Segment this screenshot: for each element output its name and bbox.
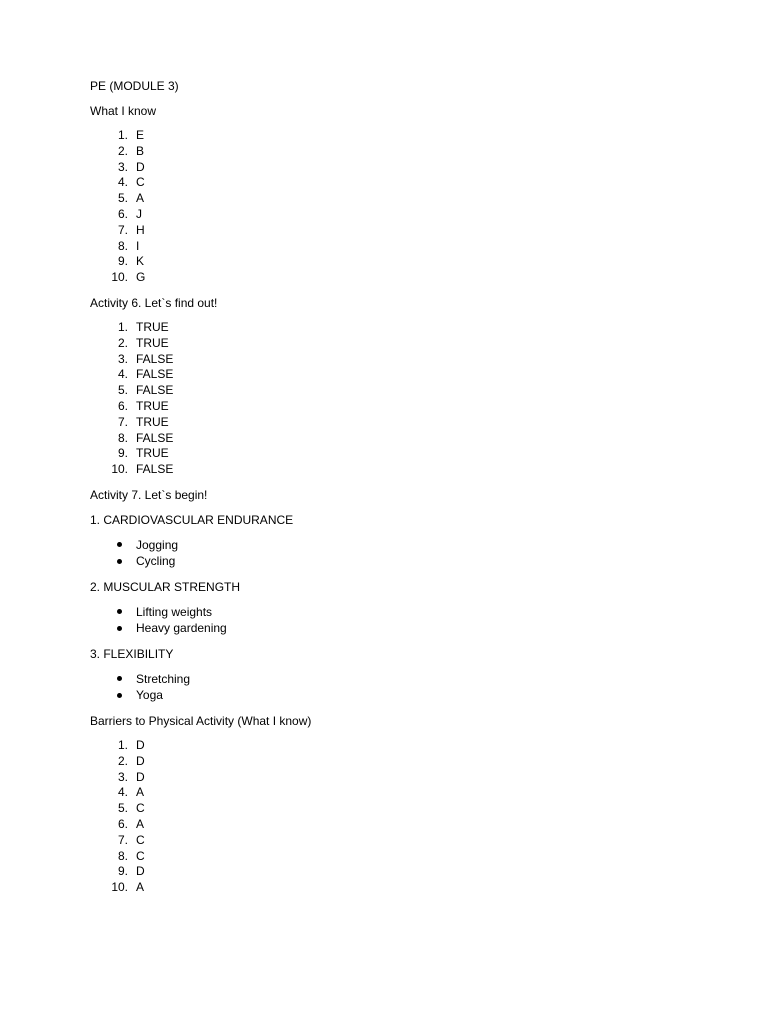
list-item-number: 7. [117, 222, 128, 237]
list-item [90, 537, 710, 554]
list-item-text: FALSE [136, 383, 174, 398]
list-item-text: Cycling [136, 554, 176, 569]
list-item-text: D [136, 769, 145, 784]
list-item-number: 6. [117, 206, 128, 221]
list-item [90, 770, 710, 786]
list-item-text: Jogging [136, 537, 179, 552]
list-item [90, 239, 710, 255]
list-item-number: 6. [117, 816, 128, 831]
document-title: PE (MODULE 3) [90, 79, 179, 93]
list-item-text: Lifting weights [136, 604, 213, 619]
list-item [90, 671, 710, 688]
list-item [90, 191, 710, 207]
list-item [90, 833, 710, 849]
list-item-text: E [136, 128, 145, 142]
list-item-number: 8. [117, 238, 128, 253]
list-item-text: C [136, 848, 145, 863]
list-item-number: 7. [117, 832, 128, 847]
list-item-text: C [136, 175, 145, 190]
list-item [90, 415, 710, 431]
list-item-text: G [136, 270, 146, 285]
list-item-number: 8. [117, 430, 128, 445]
section-heading: Activity 6. Let`s find out! [90, 295, 218, 310]
list-item-number: 5. [117, 383, 128, 398]
list-item [90, 254, 710, 270]
list-item-text: D [136, 737, 145, 752]
sections-container [90, 103, 710, 896]
list-item-number: 2. [117, 143, 128, 158]
bulleted-list [90, 604, 710, 637]
section-heading: 3. FLEXIBILITY [90, 646, 174, 661]
numbered-list [90, 320, 710, 478]
list-item-text: C [136, 832, 145, 847]
section-heading: What I know [90, 104, 157, 118]
list-item-text: TRUE [136, 398, 169, 413]
list-item-text: D [136, 753, 145, 768]
bullet-icon [112, 671, 126, 688]
list-item [90, 367, 710, 383]
list-item [90, 431, 710, 447]
list-item-text: A [136, 880, 145, 895]
bullet-dot-icon [117, 559, 122, 564]
list-item [90, 754, 710, 770]
list-item-text: TRUE [136, 414, 169, 429]
list-item [90, 175, 710, 191]
section-heading: Barriers to Physical Activity (What I know) [90, 713, 312, 728]
list-item-text: I [136, 238, 140, 253]
list-item-number: 5. [117, 801, 128, 816]
list-item [90, 352, 710, 368]
list-item-text: FALSE [136, 351, 174, 366]
list-item-number: 4. [117, 785, 128, 800]
list-item-number: 4. [117, 367, 128, 382]
list-item-number: 4. [117, 175, 128, 190]
bullet-icon [112, 620, 126, 637]
list-item-number: 10. [111, 270, 128, 285]
list-item-text: TRUE [136, 335, 169, 350]
list-item-number: 1. [117, 319, 128, 334]
list-item [90, 849, 710, 865]
list-item-number: 8. [117, 848, 128, 863]
list-item [90, 336, 710, 352]
list-item-number: 7. [117, 414, 128, 429]
list-item [90, 383, 710, 399]
list-item-number: 2. [117, 753, 128, 768]
bullet-icon [112, 537, 126, 554]
bullet-icon [112, 604, 126, 621]
list-item [90, 462, 710, 478]
list-item-text: Stretching [136, 671, 191, 686]
list-item-number: 10. [111, 462, 128, 477]
list-item-number: 1. [117, 737, 128, 752]
list-item-text: A [136, 816, 145, 831]
list-item-text: TRUE [136, 319, 169, 334]
list-item-text: FALSE [136, 430, 174, 445]
section-heading: 1. CARDIOVASCULAR ENDURANCE [90, 512, 294, 527]
list-item-number: 9. [117, 864, 128, 879]
bulleted-list [90, 537, 710, 570]
section-heading: 2. MUSCULAR STRENGTH [90, 579, 241, 594]
list-item [90, 553, 710, 570]
list-item [90, 160, 710, 176]
section-heading: Activity 7. Let`s begin! [90, 487, 208, 502]
list-item-number: 3. [117, 769, 128, 784]
list-item [90, 128, 710, 144]
list-item [90, 399, 710, 415]
bulleted-list [90, 671, 710, 704]
list-item-text: Yoga [136, 688, 163, 703]
list-item-text: B [136, 143, 145, 158]
list-item [90, 207, 710, 223]
list-item-text: TRUE [136, 446, 169, 461]
bullet-dot-icon [117, 609, 122, 614]
list-item-text: J [136, 206, 142, 221]
list-item [90, 687, 710, 704]
list-item [90, 801, 710, 817]
list-item-number: 2. [117, 335, 128, 350]
list-item-text: C [136, 801, 145, 816]
list-item [90, 738, 710, 754]
bullet-dot-icon [117, 676, 122, 681]
list-item [90, 446, 710, 462]
list-item-text: A [136, 785, 145, 800]
numbered-list [90, 128, 710, 286]
list-item [90, 320, 710, 336]
list-item-text: Heavy gardening [136, 621, 227, 636]
list-item-text: A [136, 191, 145, 206]
list-item-number: 6. [117, 398, 128, 413]
list-item-text: D [136, 864, 145, 879]
list-item-text: FALSE [136, 462, 174, 477]
list-item [90, 785, 710, 801]
list-item-number: 3. [117, 351, 128, 366]
list-item-text: H [136, 222, 145, 237]
list-item [90, 223, 710, 239]
list-item [90, 817, 710, 833]
numbered-list [90, 738, 710, 896]
bullet-icon [112, 687, 126, 704]
list-item [90, 604, 710, 621]
bullet-dot-icon [117, 626, 122, 631]
list-item-number: 3. [117, 159, 128, 174]
list-item-number: 5. [117, 191, 128, 206]
bullet-dot-icon [117, 693, 122, 698]
bullet-dot-icon [117, 542, 122, 547]
list-item [90, 880, 710, 896]
document-content [90, 78, 710, 905]
list-item [90, 144, 710, 160]
list-item-number: 1. [117, 128, 128, 142]
list-item-text: FALSE [136, 367, 174, 382]
list-item-text: D [136, 159, 145, 174]
bullet-icon [112, 553, 126, 570]
list-item [90, 864, 710, 880]
list-item-number: 9. [117, 446, 128, 461]
list-item-number: 9. [117, 254, 128, 269]
list-item-number: 10. [111, 880, 128, 895]
list-item-text: K [136, 254, 145, 269]
list-item [90, 620, 710, 637]
list-item [90, 270, 710, 286]
